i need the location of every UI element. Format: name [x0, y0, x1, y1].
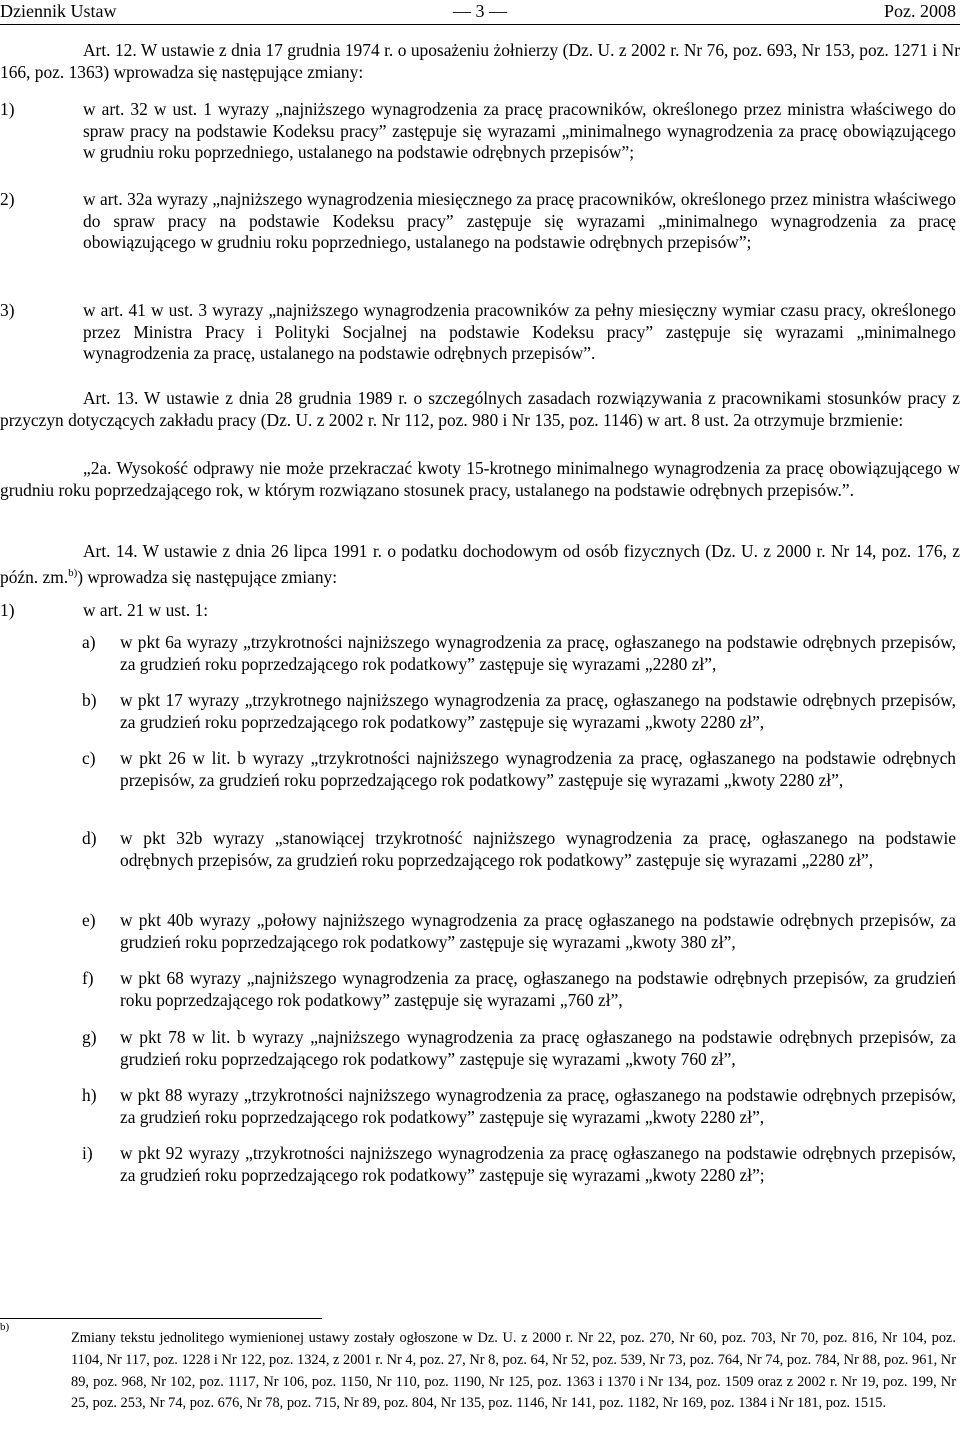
sub-letter: h)	[82, 1085, 97, 1105]
art12-item-1	[0, 99, 956, 164]
art14-sub-d	[82, 828, 956, 871]
art14-item-1	[0, 600, 956, 622]
sub-text: w pkt 68 wyrazy „najniższego wynagrodzenia za pracę, ogłaszanego na podstawie odrębnych przepisów, za grudzień roku poprzedzającego rok podatkowy” zastępuje się wyrazami „760 zł”,	[120, 968, 956, 1010]
sub-letter: d)	[82, 828, 97, 848]
item-text: w art. 21 w ust. 1:	[83, 600, 209, 620]
art14-sub-i	[82, 1143, 956, 1186]
art13-quote: „2a. Wysokość odprawy nie może przekraczać kwoty 15-krotnego minimalnego wynagrodzenia za pracę obowiązującego w grudniu roku poprzedzającego rok, w którym rozwiązano stosunek pracy, ustalanego na podstawie odrębnych przepisów.”.	[0, 458, 960, 500]
item-number: 3)	[0, 300, 15, 320]
page-number: — 3 —	[453, 1, 507, 21]
footnote-text: Zmiany tekstu jednolitego wymienionej ustawy zostały ogłoszone w Dz. U. z 2000 r. Nr 22, poz. 270, Nr 60, poz. 703, Nr 70, poz. 816, Nr 104, poz. 1104, Nr 117, poz. 1228 i Nr 122, poz. 1324, z 2001 r. Nr 4, poz. 27, Nr 8, poz. 64, Nr 52, poz. 539, Nr 73, poz. 764, Nr 74, poz. 784, Nr 88, poz. 961, Nr 89, poz. 968, Nr 102, poz. 1117, Nr 106, poz. 1150, Nr 110, poz. 1190, Nr 125, poz. 1363 i 1370 i Nr 134, poz. 1509 oraz z 2002 r. Nr 19, poz. 199, Nr 25, poz. 253, Nr 74, poz. 676, Nr 78, poz. 715, Nr 89, poz. 804, Nr 135, poz. 1146, Nr 141, poz. 1182, Nr 169, poz. 1384 i Nr 181, poz. 1515.	[71, 1330, 956, 1412]
position-number: Poz. 2008	[884, 1, 956, 21]
art12-intro: Art. 12. W ustawie z dnia 17 grudnia 1974 r. o uposażeniu żołnierzy (Dz. U. z 2002 r. Nr 76, poz. 693, Nr 153, poz. 1271 i Nr 166, poz. 1363) wprowadza się następujące zmiany:	[0, 40, 960, 82]
sub-text: w pkt 26 w lit. b wyrazy „trzykrotności najniższego wynagrodzenia za pracę, ogłaszanego na podstawie odrębnych przepisów, za grudzień roku poprzedzającego rok podatkowy” zastępuje się wyrazami „kwoty 2280 zł”,	[120, 748, 956, 790]
art14-intro	[0, 541, 960, 588]
art14-sub-a	[82, 632, 956, 675]
item-text: w art. 41 w ust. 3 wyrazy „najniższego wynagrodzenia pracowników za pełny miesięczny wymiar czasu pracy, określonego przez Ministra Pracy i Polityki Socjalnej na podstawie Kodeksu pracy” zastępuje się wyrazami „minimalnego wynagrodzenia za pracę, ustalanego na podstawie odrębnych przepisów”.	[83, 300, 956, 363]
footnote-mark: b)	[0, 1321, 10, 1333]
item-text: w art. 32 w ust. 1 wyrazy „najniższego wynagrodzenia za pracę pracowników, określonego przez ministra właściwego do spraw pracy na podstawie Kodeksu pracy” zastępuje się wyrazami „minimalnego wynagrodzenia za pracę obowiązującego w grudniu roku poprzedniego, ustalanego na podstawie odrębnych przepisów”;	[83, 99, 956, 162]
sub-text: w pkt 78 w lit. b wyrazy „najniższego wynagrodzenia za pracę ogłaszanego na podstawie odrębnych przepisów, za grudzień roku poprzedzającego rok podatkowy” zastępuje się wyrazami „kwoty 760 zł”,	[120, 1027, 956, 1069]
item-number: 1)	[0, 600, 15, 620]
art12-item-2	[0, 189, 956, 254]
footnote-divider	[0, 1318, 322, 1319]
sub-text: w pkt 40b wyrazy „połowy najniższego wynagrodzenia za pracę ogłaszanego na podstawie odrębnych przepisów, za grudzień roku poprzedzającego rok podatkowy” zastępuje się wyrazami „kwoty 380 zł”,	[120, 910, 956, 952]
sub-text: w pkt 17 wyrazy „trzykrotnego najniższego wynagrodzenia za pracę, ogłaszanego na podstawie odrębnych przepisów, za grudzień roku poprzedzającego rok podatkowy” zastępuje się wyrazami „kwoty 2280 zł”,	[120, 690, 956, 732]
item-number: 2)	[0, 189, 15, 209]
sub-letter: b)	[82, 690, 97, 710]
sub-letter: g)	[82, 1027, 97, 1047]
sub-text: w pkt 32b wyrazy „stanowiącej trzykrotność najniższego wynagrodzenia za pracę, ogłaszanego na podstawie odrębnych przepisów, za grudzień roku poprzedzającego rok podatkowy” zastępuje się wyrazami „2280 zł”,	[120, 828, 956, 870]
art14-sub-h	[82, 1085, 956, 1128]
art12-item-3	[0, 300, 956, 365]
journal-name: Dziennik Ustaw	[0, 1, 117, 21]
page-header	[0, 0, 960, 25]
art14-sub-e	[82, 910, 956, 953]
art14-sub-b	[82, 690, 956, 733]
footnote-ref[interactable]: b)	[68, 566, 78, 579]
art14-intro-text: Art. 14. W ustawie z dnia 26 lipca 1991 r. o podatku dochodowym od osób fizycznych (Dz. U. z 2000 r. Nr 14, poz. 176, z późn. zm.	[0, 541, 960, 587]
sub-letter: a)	[82, 632, 96, 652]
sub-letter: f)	[82, 968, 94, 988]
sub-letter: c)	[82, 748, 96, 768]
item-number: 1)	[0, 99, 15, 119]
sub-letter: i)	[82, 1143, 93, 1163]
art13-intro: Art. 13. W ustawie z dnia 28 grudnia 1989 r. o szczególnych zasadach rozwiązywania z pracownikami stosunków pracy z przyczyn dotyczących zakładu pracy (Dz. U. z 2002 r. Nr 112, poz. 980 i Nr 135, poz. 1146) w art. 8 ust. 2a otrzymuje brzmienie:	[0, 388, 960, 430]
item-text: w art. 32a wyrazy „najniższego wynagrodzenia miesięcznego za pracę pracowników, określonego przez ministra właściwego do spraw pracy na podstawie Kodeksu pracy” zastępuje się wyrazami „minimalnego wynagrodzenia za pracę obowiązującego w grudniu roku poprzedniego, ustalanego na podstawie odrębnych przepisów”;	[83, 189, 956, 252]
sub-text: w pkt 88 wyrazy „trzykrotności najniższego wynagrodzenia za pracę, ogłaszanego na podstawie odrębnych przepisów, za grudzień roku poprzedzającego rok podatkowy” zastępuje się wyrazami „kwoty 2280 zł”,	[120, 1085, 956, 1127]
art14-intro-text-end: ) wprowadza się następujące zmiany:	[77, 566, 338, 587]
art14-sub-c	[82, 748, 956, 791]
sub-text: w pkt 92 wyrazy „trzykrotności najniższego wynagrodzenia za pracę ogłaszanego na podstawie odrębnych przepisów, za grudzień roku poprzedzającego rok podatkowy” zastępuje się wyrazami „kwoty 2280 zł”;	[120, 1143, 956, 1185]
art14-sub-g	[82, 1027, 956, 1070]
sub-letter: e)	[82, 910, 96, 930]
sub-text: w pkt 6a wyrazy „trzykrotności najniższego wynagrodzenia za pracę, ogłaszanego na podstawie odrębnych przepisów, za grudzień roku poprzedzającego rok podatkowy” zastępuje się wyrazami „2280 zł”,	[120, 632, 956, 674]
art14-sub-f	[82, 968, 956, 1011]
